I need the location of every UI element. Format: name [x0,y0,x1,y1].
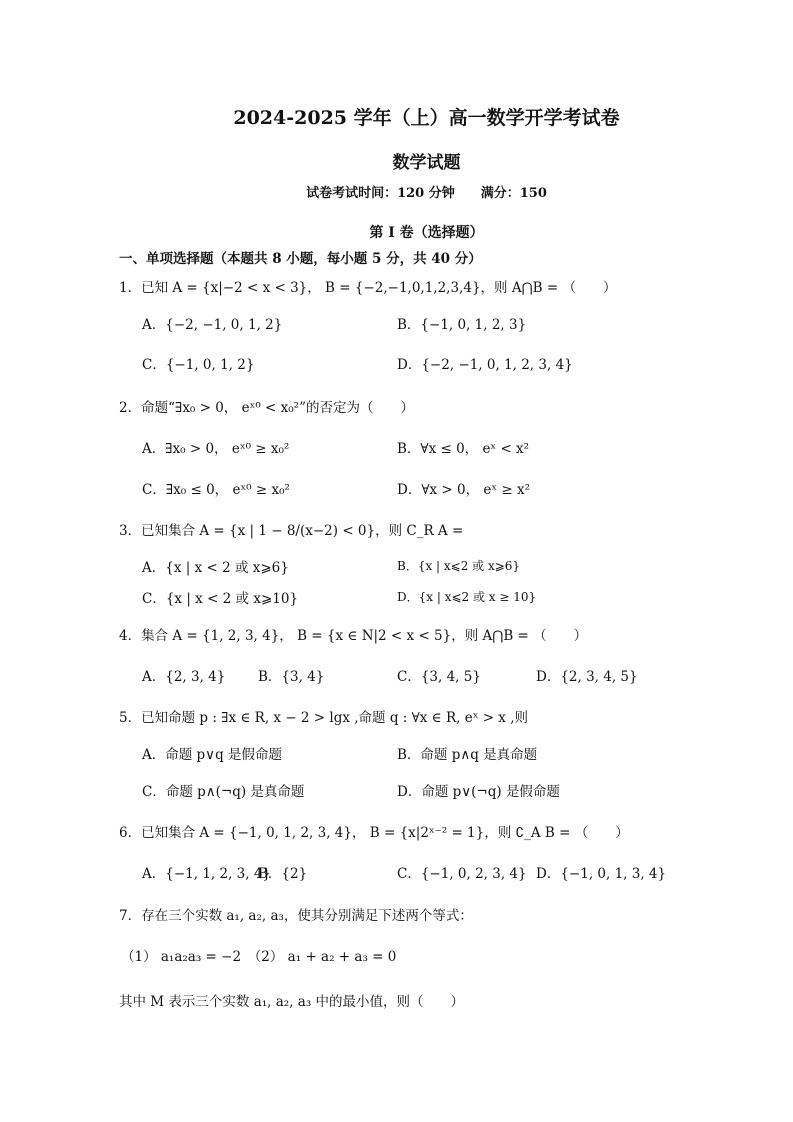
volume-heading: 第 I 卷（选择题） [369,225,484,241]
question-2-option-b: B．∀x ≤ 0， eˣ < x² [397,441,530,457]
question-4-option-d: D．{2, 3, 4, 5} [536,669,638,685]
question-2-stem: 2．命题“∃x₀ > 0， eˣ⁰ < x₀²”的否定为（ ） [119,400,414,416]
question-4-option-b: B．{3, 4} [258,669,325,685]
question-5-option-b: B．命题 p∧q 是真命题 [397,747,538,763]
question-7-prompt: 其中 M 表示三个实数 a₁, a₂, a₃ 中的最小值，则（ ） [119,994,465,1010]
question-3-option-a: A．{x | x < 2 或 x⩾6} [142,560,289,576]
question-5-option-c: C．命题 p∧(¬q) 是真命题 [142,784,305,800]
question-5-option-a: A．命题 p∨q 是假命题 [142,747,282,763]
section-heading: 一、单项选择题（本题共 8 小题，每小题 5 分，共 40 分） [119,251,482,267]
question-1-option-d: D．{−2, −1, 0, 1, 2, 3, 4} [397,357,573,373]
question-5-option-d: D．命题 p∨(¬q) 是假命题 [397,784,560,800]
question-3-option-c: C．{x | x < 2 或 x⩾10} [142,591,299,607]
question-6-stem: 6．已知集合 A = {−1, 0, 1, 2, 3, 4}， B = {x|2ˣ⁻² = 1}，则 ∁_A B = （ ） [119,825,629,841]
question-5-stem: 5．已知命题 p : ∃x ∈ R, x − 2 > lgx ,命题 q : ∀x ∈ R, eˣ > x ,则 [119,710,529,726]
question-3-stem: 3．已知集合 A = {x | 1 − 8/(x−2) < 0}，则 C_R A = [119,523,464,539]
question-7-stem: 7．存在三个实数 a₁, a₂, a₃，使其分别满足下述两个等式： [119,908,473,924]
question-2-option-d: D．∀x > 0， eˣ ≥ x² [397,482,530,498]
question-4-option-a: A．{2, 3, 4} [142,669,226,685]
question-4-option-c: C．{3, 4, 5} [397,669,481,685]
question-1-stem: 1．已知 A = {x|−2 < x < 3}， B = {−2,−1,0,1,2,3,4}，则 A⋂B = （ ） [119,280,617,296]
question-3-option-d: D．{x | x⩽2 或 x ≥ 10} [397,590,537,604]
question-1-option-c: C．{−1, 0, 1, 2} [142,357,255,373]
question-1-option-b: B．{−1, 0, 1, 2, 3} [397,317,527,333]
question-2-option-c: C．∃x₀ ≤ 0， eˣ⁰ ≥ x₀² [142,482,290,498]
question-6-option-a: A．{−1, 1, 2, 3, 4} [142,866,272,882]
question-4-stem: 4．集合 A = {1, 2, 3, 4}， B = {x ∈ N|2 < x < 5}，则 A⋂B = （ ） [119,628,588,644]
exam-meta: 试卷考试时间：120 分钟 满分：150 [306,186,547,201]
exam-title: 2024-2025 学年（上）高一数学开学考试卷 [233,107,620,129]
question-6-option-c: C．{−1, 0, 2, 3, 4} [397,866,527,882]
question-7-conditions: （1） a₁a₂a₃ = −2 （2） a₁ + a₂ + a₃ = 0 [121,949,397,965]
question-6-option-d: D．{−1, 0, 1, 3, 4} [536,866,667,882]
exam-subtitle: 数学试题 [392,153,461,173]
question-6-option-b: B．{2} [258,866,308,882]
question-1-option-a: A．{−2, −1, 0, 1, 2} [142,317,283,333]
question-3-option-b: B．{x | x⩽2 或 x⩾6} [397,559,521,573]
question-2-option-a: A．∃x₀ > 0， eˣ⁰ ≥ x₀² [142,441,290,457]
